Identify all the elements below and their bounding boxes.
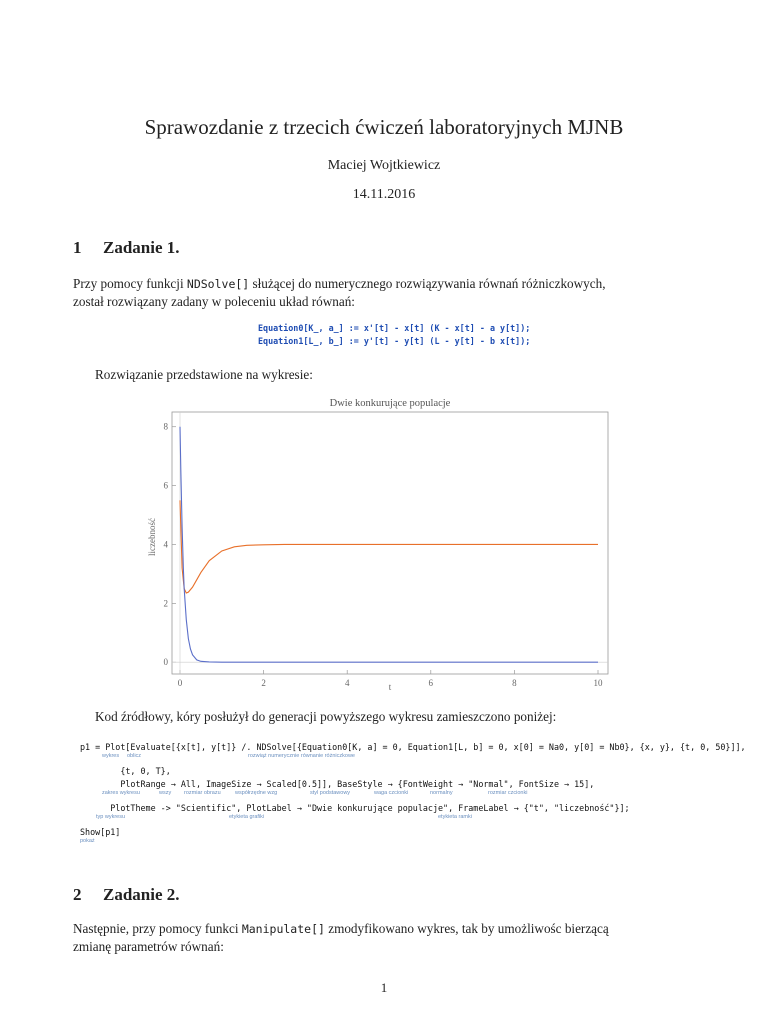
code-line-4: PlotTheme -> "Scientific", PlotLabel → "Dwie konkurujące populacje", FrameLabel → {"t", "liczebność"}]; (80, 803, 630, 813)
chart-frame (172, 412, 608, 674)
annotation-fontsize: rozmiar czcionki (488, 790, 528, 796)
ndsolve-code: NDSolve[] (186, 277, 250, 291)
x-tick-label-2: 4 (344, 678, 350, 688)
y-tick-label-0: 0 (163, 657, 168, 668)
code-line-2: {t, 0, T}, (80, 766, 171, 776)
author: Maciej Wojtkiewicz (327, 158, 441, 173)
annotation-imagesize: rozmiar obrazu (184, 790, 221, 796)
chart-y-label: liczebność (147, 518, 157, 556)
annotation-scaled: współrzędne wzg (235, 790, 278, 796)
section-1-title: Zadanie 1. (103, 238, 180, 257)
annotation-normal: normalny (430, 790, 453, 796)
section-2-text-2: zmodyfikowano wykres, tak by umożliwośc bierzącą (324, 921, 609, 936)
section-1-intro (73, 275, 695, 311)
annotation-plot: wykres (102, 753, 120, 759)
y-tick-label-4: 8 (163, 421, 168, 432)
annotation-ndsolve: rozwiąż numerycznie równanie różniczkowe (248, 753, 355, 759)
y-tick-label-2: 4 (163, 539, 168, 550)
intro-line-2: został rozwiązany zadany w poleceniu układ równań: (73, 294, 355, 309)
annotation-plotlabel: etykieta grafiki (229, 814, 265, 820)
section-1-number: 1 (73, 238, 82, 257)
x-tick-label-4: 8 (512, 678, 517, 688)
equation-0: Equation0[K_, a_] := x'[t] - x[t] (K - x[t] - a y[t]); (258, 323, 531, 333)
section-2-text-1: Następnie, przy pomocy funkci (73, 921, 242, 936)
annotation-evaluate: oblicz (127, 753, 142, 759)
section-2-number: 2 (73, 885, 82, 904)
code-line-3: PlotRange → All, ImageSize → Scaled[0.5]], BaseStyle → {FontWeight → "Normal", FontSize → 15], (80, 779, 595, 789)
series-line-0 (180, 500, 598, 593)
intro-text: Przy pomocy funkcji (73, 276, 187, 291)
chart-title: Dwie konkurujące populacje (329, 398, 451, 409)
equation-1: Equation1[L_, b_] := y'[t] - y[t] (L - y[t] - b x[t]); (258, 336, 531, 346)
code-line-5: Show[p1] (80, 827, 121, 837)
annotation-basestyle: styl podstawowy (310, 790, 351, 796)
annotation-plotrange: zakres wykresu (102, 790, 140, 796)
x-tick-label-0: 0 (177, 678, 183, 688)
annotation-fontweight: waga czcionki (374, 790, 409, 796)
date: 14.11.2016 (352, 187, 416, 202)
x-tick-label-3: 6 (428, 678, 434, 688)
code-intro: Kod źródłowy, kóry posłużył do generacji powyższego wykresu zamieszczono poniżej: (95, 709, 557, 724)
y-tick-label-1: 2 (163, 598, 168, 609)
solution-text: Rozwiązanie przedstawione na wykresie: (95, 367, 313, 382)
annotation-plottheme: typ wykresu (96, 814, 126, 820)
manipulate-code: Manipulate[] (241, 922, 325, 936)
section-1-heading (73, 238, 180, 258)
section-2-title: Zadanie 2. (103, 885, 180, 904)
document-title: Sprawozdanie z trzecich ćwiczeń laboratoryjnych MJNB (144, 115, 624, 139)
section-2-heading (73, 885, 180, 905)
chart-x-label: t (388, 682, 392, 692)
annotation-show: pokaż (80, 838, 95, 844)
code-line-1: p1 = Plot[Evaluate[{x[t], y[t]} /. NDSolve[{Equation0[K, a] = 0, Equation1[L, b] = 0, x[0] = Na0, y[0] = Nb0}, {x, y}, {t, 0, 50}]], (80, 742, 746, 752)
annotation-all: wszy (159, 790, 172, 796)
y-tick-label-3: 6 (163, 480, 168, 491)
x-tick-label-5: 10 (593, 678, 603, 688)
section-2-line-2: zmianę parametrów równań: (73, 939, 224, 954)
x-tick-label-1: 2 (261, 678, 266, 688)
population-chart (140, 392, 620, 697)
section-2-text (73, 920, 695, 956)
annotation-framelabel: etykieta ramki (438, 814, 472, 820)
intro-text-2: służącej do numerycznego rozwiązywania równań różniczkowych, (249, 276, 606, 291)
page-number: 1 (380, 980, 388, 995)
